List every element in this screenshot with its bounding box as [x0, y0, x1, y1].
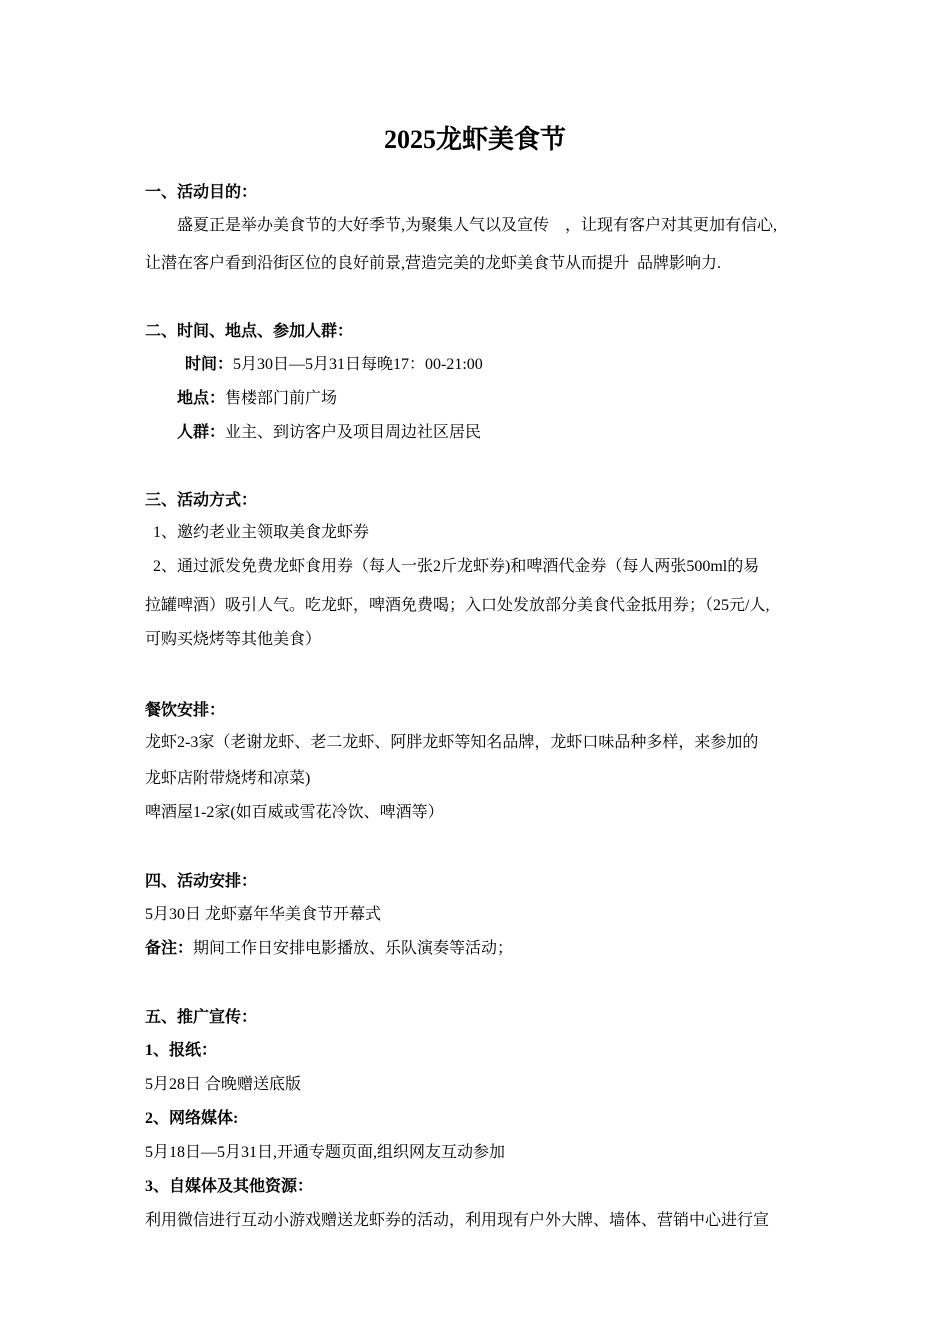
- place-label: 地点：: [177, 390, 226, 407]
- note-value: 期间工作日安排电影播放、乐队演奏等活动；: [193, 940, 514, 957]
- section-1-paragraph-line-2: 让潜在客户看到沿街区位的良好前景,营造完美的龙虾美食节从而提升 品牌影响力.: [145, 255, 722, 272]
- place-row: [177, 387, 337, 411]
- time-label: 时间：: [185, 356, 234, 373]
- people-label: 人群：: [177, 424, 226, 441]
- note-label: 备注：: [145, 940, 194, 957]
- section-4-heading: 四、活动安排：: [145, 873, 258, 890]
- catering-line-1: 龙虾2-3家（老谢龙虾、老二龙虾、阿胖龙虾等知名品牌，龙虾口味品种多样，来参加的: [145, 734, 759, 751]
- catering-line-3: 啤酒屋1-2家(如百威或雪花冷饮、啤酒等）: [145, 804, 444, 821]
- section-2-heading: 二、时间、地点、参加人群：: [145, 323, 354, 340]
- promo-sub-2-heading: 2、网络媒体:: [145, 1110, 239, 1127]
- promo-sub-1-text: 5月28日 合晚赠送底版: [145, 1076, 302, 1093]
- catering-heading: 餐饮安排：: [145, 702, 226, 719]
- promo-sub-3-text: 利用微信进行互动小游戏赠送龙虾券的活动，利用现有户外大牌、墙体、营销中心进行宣: [145, 1212, 770, 1229]
- schedule-line-1: 5月30日 龙虾嘉年华美食节开幕式: [145, 906, 382, 923]
- method-item-2-line-1: 2、通过派发免费龙虾食用券（每人一张2斤龙虾券)和啤酒代金券（每人两张500ml的易: [153, 558, 760, 575]
- people-value: 业主、到访客户及项目周边社区居民: [225, 424, 482, 441]
- method-item-2-line-3: 可购买烧烤等其他美食）: [145, 631, 322, 648]
- promo-sub-1-heading: 1、报纸：: [145, 1042, 218, 1059]
- time-value: 5月30日—5月31日每晚17：00-21:00: [233, 356, 483, 373]
- promo-sub-2-text: 5月18日—5月31日,开通专题页面,组织网友互动参加: [145, 1144, 506, 1161]
- note-row: [145, 937, 513, 961]
- section-1-paragraph-line-1: 盛夏正是举办美食节的大好季节,为聚集人气以及宣传 ，让现有客户对其更加有信心,: [177, 217, 778, 234]
- document-title: 2025龙虾美食节: [383, 125, 566, 154]
- catering-line-2: 龙虾店附带烧烤和凉菜): [145, 770, 311, 787]
- promo-sub-3-heading: 3、自媒体及其他资源：: [145, 1178, 314, 1195]
- section-3-heading: 三、活动方式：: [145, 492, 258, 509]
- method-item-2-line-2: 拉罐啤酒）吸引人气。吃龙虾，啤酒免费喝；入口处发放部分美食代金抵用券；（25元/人,: [145, 597, 770, 614]
- section-1-heading: 一、活动目的：: [145, 184, 258, 201]
- time-row: [185, 353, 483, 377]
- method-item-1: 1、邀约老业主领取美食龙虾券: [153, 524, 370, 541]
- section-5-heading: 五、推广宣传：: [145, 1009, 258, 1026]
- place-value: 售楼部门前广场: [225, 390, 338, 407]
- people-row: [177, 421, 481, 445]
